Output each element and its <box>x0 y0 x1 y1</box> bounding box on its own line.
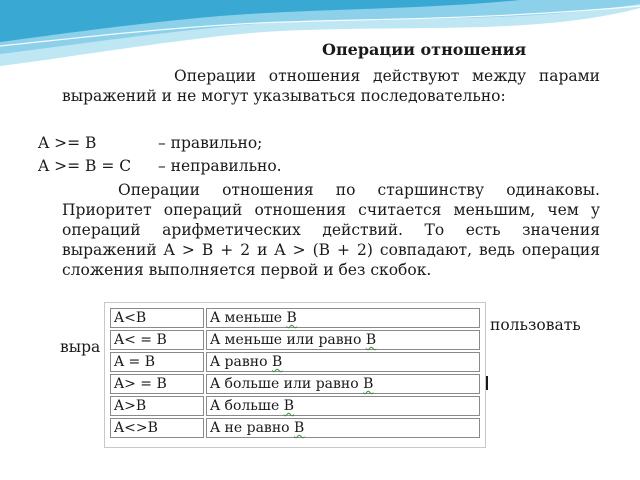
example-correct <box>38 134 262 152</box>
partially-hidden-text-head: выра <box>60 338 101 356</box>
operand-text: B <box>365 332 377 348</box>
operator-cell: A = B <box>110 352 204 372</box>
operators-table-image <box>104 302 486 448</box>
operators-table <box>108 306 482 440</box>
description-cell <box>206 374 480 394</box>
example-note: – правильно; <box>158 134 263 152</box>
operator-cell: A>B <box>110 396 204 416</box>
example-expression: A >= B = C <box>38 157 132 175</box>
description-cell <box>206 396 480 416</box>
partially-hidden-text-tail: пользовать <box>490 316 581 334</box>
slide-title: Операции отношения <box>322 40 527 59</box>
description-cell <box>206 330 480 350</box>
operand-text: B <box>363 376 374 392</box>
table-row <box>110 308 480 328</box>
description-cell <box>206 418 480 438</box>
description-cell <box>206 352 480 372</box>
operator-cell: A<>B <box>110 418 204 438</box>
description-text: A меньше <box>210 310 282 326</box>
table-row <box>110 396 480 416</box>
operand-text: B <box>271 354 283 370</box>
table-row <box>110 418 480 438</box>
description-cell <box>206 308 480 328</box>
operator-cell: A< = B <box>110 330 204 350</box>
description-text: A не равно <box>210 420 290 436</box>
operand-text: B <box>294 420 305 436</box>
description-text: A меньше или равно <box>210 332 362 348</box>
operator-cell: A<B <box>110 308 204 328</box>
table-row <box>110 374 480 394</box>
example-note: – неправильно. <box>158 157 282 175</box>
table-row <box>110 352 480 372</box>
paragraph-precedence: Операции отношения по старшинству одинаковы. Приоритет операций отношения считается меньшим, чем у операций арифметических действий. То есть значения выражений A > B + 2 и A > (B + 2) совпадают, ведь операция сложения выполняется первой и без скобок. <box>62 181 600 279</box>
example-incorrect <box>38 157 282 175</box>
example-expression: A >= B <box>38 134 97 152</box>
description-text: A больше или равно <box>210 376 359 392</box>
operator-cell: A> = B <box>110 374 204 394</box>
description-text: A больше <box>210 398 280 414</box>
description-text: A равно <box>210 354 268 370</box>
operand-text: B <box>283 398 294 414</box>
operand-text: B <box>286 310 297 326</box>
table-row <box>110 330 480 350</box>
paragraph-intro: Операции отношения действуют между парами выражений и не могут указываться последовательно: <box>62 67 600 105</box>
